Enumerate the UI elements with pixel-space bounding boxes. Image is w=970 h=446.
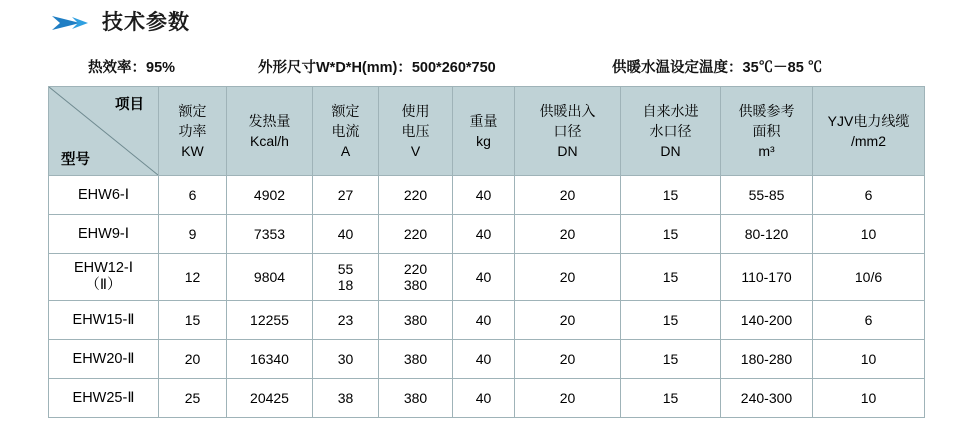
spec-table <box>48 86 925 418</box>
cell-current-line-1: 55 <box>337 260 354 277</box>
cell-model: EHW20-Ⅱ <box>49 340 159 379</box>
cell-power: 20 <box>159 340 227 379</box>
cell-cable: 10 <box>813 340 925 379</box>
header-line-2: 电流 <box>331 122 360 139</box>
cell-weight: 40 <box>453 215 515 254</box>
table-row <box>49 254 925 301</box>
cell-heating-dn: 20 <box>515 215 621 254</box>
cell-heating-dn: 20 <box>515 176 621 215</box>
table-row <box>49 215 925 254</box>
cell-model: EHW9-Ⅰ <box>49 215 159 254</box>
header-voltage <box>379 87 453 176</box>
cell-power: 15 <box>159 301 227 340</box>
cell-current-line-2: 18 <box>337 277 354 293</box>
cell-heating-dn: 20 <box>515 301 621 340</box>
cell-heating-dn: 20 <box>515 340 621 379</box>
cell-area: 180-280 <box>721 340 813 379</box>
cell-heat: 4902 <box>227 176 313 215</box>
cell-voltage: 220 <box>379 215 453 254</box>
cell-water-dn: 15 <box>621 340 721 379</box>
cell-model: EHW25-Ⅱ <box>49 379 159 418</box>
table-row <box>49 340 925 379</box>
cell-water-dn: 15 <box>621 379 721 418</box>
page-title <box>50 12 190 33</box>
header-line-2: 口径 <box>553 122 582 139</box>
cell-voltage: 380 <box>379 301 453 340</box>
cell-heat: 7353 <box>227 215 313 254</box>
cell-model <box>49 254 159 301</box>
cell-power: 6 <box>159 176 227 215</box>
cell-water-dn: 15 <box>621 176 721 215</box>
spec-dimensions: 外形尺寸W*D*H(mm)：500*260*750 <box>258 59 496 76</box>
header-line-3: A <box>340 143 351 160</box>
header-rated-current <box>313 87 379 176</box>
spec-summary-row <box>0 52 970 80</box>
corner-bottom-label: 型号 <box>61 152 90 168</box>
cell-voltage-line-1: 220 <box>403 260 428 277</box>
cell-area: 55-85 <box>721 176 813 215</box>
header-cable <box>813 87 925 176</box>
cell-weight: 40 <box>453 301 515 340</box>
cell-current <box>313 254 379 301</box>
cell-weight: 40 <box>453 340 515 379</box>
header-line-2: 水口径 <box>649 122 692 139</box>
cell-water-dn: 15 <box>621 301 721 340</box>
spec-efficiency: 热效率：95% <box>88 59 176 76</box>
cell-cable: 10 <box>813 379 925 418</box>
header-line-2: 功率 <box>178 122 207 139</box>
header-water-inlet-dn <box>621 87 721 176</box>
table-row <box>49 176 925 215</box>
header-line-1: 额定 <box>331 102 360 119</box>
table-row <box>49 379 925 418</box>
cell-current: 38 <box>313 379 379 418</box>
cell-voltage: 380 <box>379 379 453 418</box>
table-corner-cell <box>49 87 159 176</box>
header-weight <box>453 87 515 176</box>
cell-cable: 6 <box>813 176 925 215</box>
cell-area: 110-170 <box>721 254 813 301</box>
header-line-1: 供暖出入 <box>539 102 596 119</box>
page-title-text: 技术参数 <box>102 11 190 34</box>
cell-power: 12 <box>159 254 227 301</box>
cell-voltage-line-2: 380 <box>403 277 428 293</box>
header-heat-output <box>227 87 313 176</box>
header-heating-area <box>721 87 813 176</box>
cell-heat: 12255 <box>227 301 313 340</box>
header-line-3: kg <box>476 133 491 149</box>
header-line-1: 额定 <box>178 102 207 119</box>
cell-area: 140-200 <box>721 301 813 340</box>
cell-voltage: 380 <box>379 340 453 379</box>
table-row <box>49 301 925 340</box>
cell-cable: 6 <box>813 301 925 340</box>
header-line-2: 电压 <box>401 122 430 139</box>
arrow-right-icon <box>50 13 90 33</box>
cell-heating-dn: 20 <box>515 254 621 301</box>
header-line-3: KW <box>181 143 204 160</box>
cell-cable: 10/6 <box>813 254 925 301</box>
cell-model: EHW6-Ⅰ <box>49 176 159 215</box>
header-line-3: DN <box>557 143 578 160</box>
header-line-1: 使用 <box>401 102 430 119</box>
spec-water-temp: 供暖水温设定温度：35℃－85 ℃ <box>612 59 823 76</box>
cell-power: 25 <box>159 379 227 418</box>
cell-weight: 40 <box>453 379 515 418</box>
header-line-3: /mm2 <box>851 133 886 149</box>
header-heating-dn <box>515 87 621 176</box>
header-line-1: 供暖参考 <box>738 102 795 119</box>
cell-model-line-2: （Ⅱ） <box>85 277 122 293</box>
header-line-1: YJV电力线缆 <box>827 112 910 129</box>
header-line-3: Kcal/h <box>250 133 289 149</box>
cell-weight: 40 <box>453 176 515 215</box>
header-line-3: DN <box>660 143 681 160</box>
header-line-3: V <box>410 143 421 160</box>
cell-model: EHW15-Ⅱ <box>49 301 159 340</box>
header-line-1: 自来水进 <box>642 102 699 119</box>
cell-voltage <box>379 254 453 301</box>
cell-current: 30 <box>313 340 379 379</box>
header-rated-power <box>159 87 227 176</box>
cell-current: 40 <box>313 215 379 254</box>
cell-model-line-1: EHW12-Ⅰ <box>73 260 134 277</box>
spec-table-wrapper <box>48 86 924 418</box>
corner-top-label: 项目 <box>115 97 144 113</box>
cell-voltage: 220 <box>379 176 453 215</box>
cell-area: 80-120 <box>721 215 813 254</box>
cell-water-dn: 15 <box>621 254 721 301</box>
header-line-2: 面积 <box>752 122 781 139</box>
cell-heat: 9804 <box>227 254 313 301</box>
cell-current: 23 <box>313 301 379 340</box>
cell-cable: 10 <box>813 215 925 254</box>
cell-heat: 16340 <box>227 340 313 379</box>
cell-water-dn: 15 <box>621 215 721 254</box>
cell-area: 240-300 <box>721 379 813 418</box>
header-line-1: 重量 <box>469 112 498 129</box>
cell-current: 27 <box>313 176 379 215</box>
cell-power: 9 <box>159 215 227 254</box>
header-line-3: m³ <box>758 143 775 160</box>
table-header-row <box>49 87 925 176</box>
header-line-1: 发热量 <box>248 112 291 129</box>
cell-weight: 40 <box>453 254 515 301</box>
cell-heat: 20425 <box>227 379 313 418</box>
cell-heating-dn: 20 <box>515 379 621 418</box>
